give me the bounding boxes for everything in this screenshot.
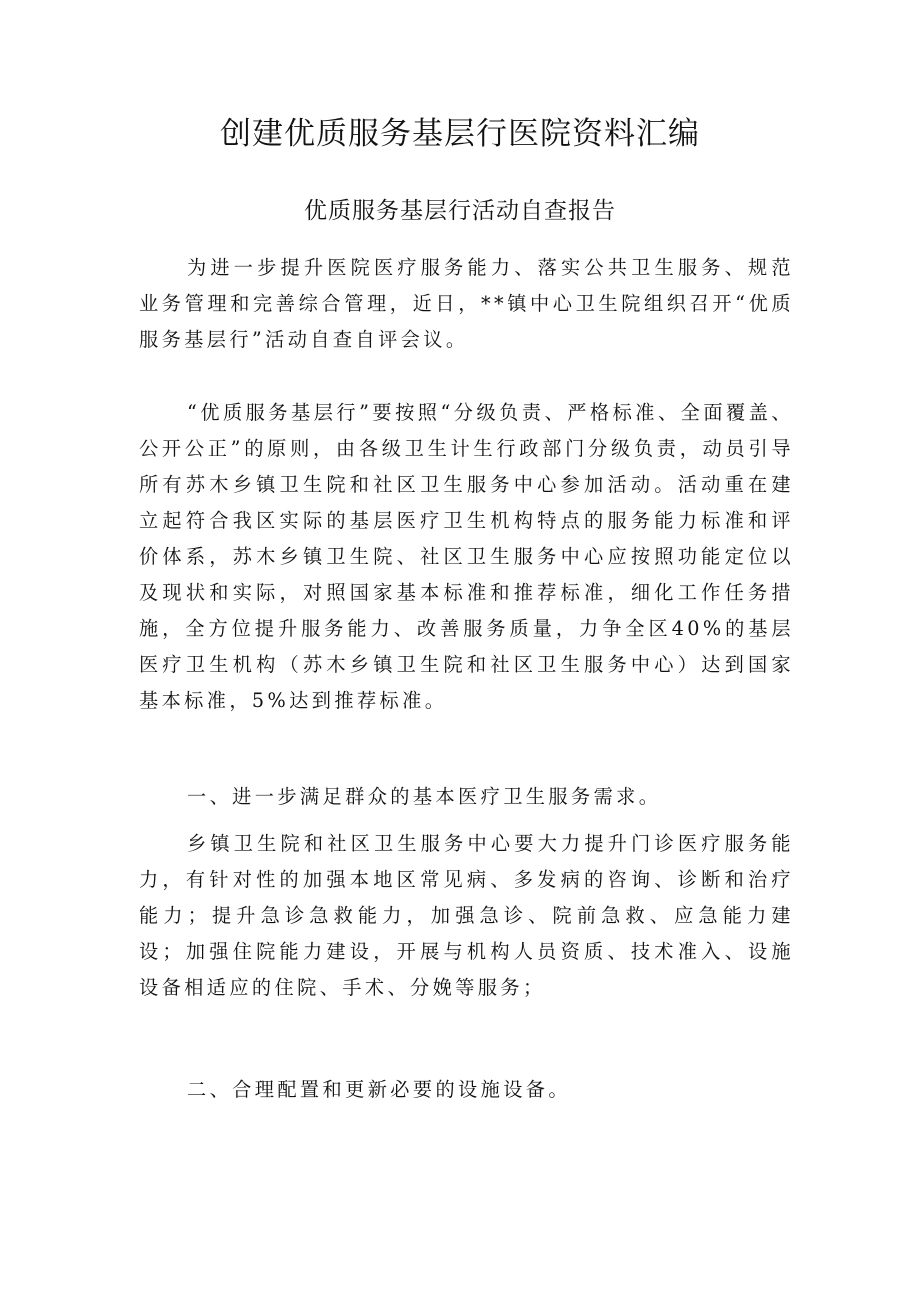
section-heading-1: 一、进一步满足群众的基本医疗卫生服务需求。: [187, 785, 662, 808]
paragraph-principles: “优质服务基层行”要按照“分级负责、严格标准、全面覆盖、公开公正”的原则，由各级卫生计生行政部门分级负责，动员引导所有苏木乡镇卫生院和社区卫生服务中心参加活动。活动重在建立起符合我区实际的基层医疗卫生机构特点的服务能力标准和评价体系，苏木乡镇卫生院、社区卫生服务中心应按照功能定位以及现状和实际，对照国家基本标准和推荐标准，细化工作任务措施，全方位提升服务能力、改善服务质量，力争全区40%的基层医疗卫生机构（苏木乡镇卫生院和社区卫生服务中心）达到国家基本标准，5%达到推荐标准。: [139, 401, 794, 712]
report-title: 优质服务基层行活动自查报告: [304, 198, 616, 224]
section-heading-2: 二、合理配置和更新必要的设施设备。: [187, 1078, 571, 1101]
paragraph-intro: 为进一步提升医院医疗服务能力、落实公共卫生服务、规范业务管理和完善综合管理，近日，**镇中心卫生院组织召开“优质服务基层行”活动自查自评会议。: [139, 256, 794, 351]
paragraph-service-capacity: 乡镇卫生院和社区卫生服务中心要大力提升门诊医疗服务能力，有针对性的加强本地区常见病、多发病的咨询、诊断和治疗能力；提升急诊急救能力，加强急诊、院前急救、应急能力建设；加强住院能力建设，开展与机构人员资质、技术准入、设施设备相适应的住院、手术、分娩等服务；: [139, 832, 794, 999]
document-main-title: 创建优质服务基层行医院资料汇编: [220, 116, 700, 152]
